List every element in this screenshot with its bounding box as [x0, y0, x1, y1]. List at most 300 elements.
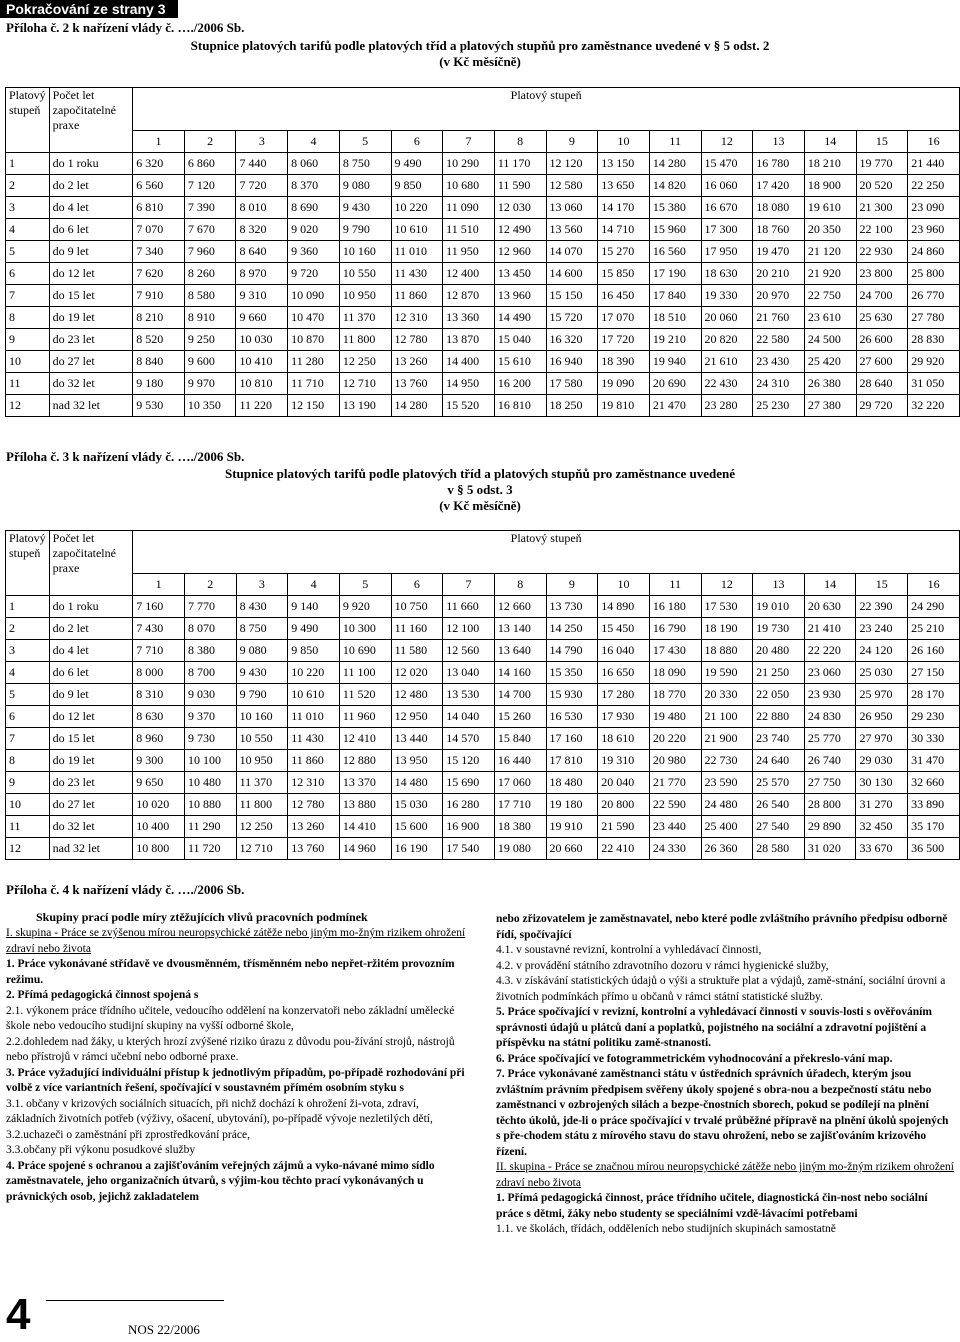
salary-cell: 29 230	[908, 706, 960, 728]
salary-cell: 9 660	[236, 307, 288, 329]
salary-cell: 8 370	[288, 175, 340, 197]
salary-cell: 22 100	[856, 219, 908, 241]
salary-cell: 14 070	[546, 241, 598, 263]
header-pocet-line: započitatelné	[52, 103, 116, 117]
salary-cell: 16 560	[649, 241, 701, 263]
annex4-paragraph: 2.2.dohledem nad žáky, u kterých hrozí zvýšené riziko úrazu z důvodu pou-žívání strojů, nástrojů nebo přístrojů v rámci učební nebo odborné praxe.	[6, 1035, 455, 1063]
salary-cell: 19 010	[753, 596, 805, 618]
row-praxe-cell: do 1 roku	[49, 153, 133, 175]
salary-cell: 18 210	[804, 153, 856, 175]
salary-cell: 31 470	[908, 750, 960, 772]
salary-cell: 8 580	[184, 285, 236, 307]
salary-cell: 8 960	[133, 728, 185, 750]
salary-cell: 9 430	[236, 662, 288, 684]
salary-cell: 11 430	[288, 728, 340, 750]
salary-cell: 15 030	[391, 794, 443, 816]
salary-cell: 7 910	[133, 285, 185, 307]
salary-cell: 15 470	[701, 153, 753, 175]
salary-cell: 22 250	[908, 175, 960, 197]
salary-cell: 36 500	[908, 838, 960, 860]
annex4-paragraph: I. skupina - Práce se zvýšenou mírou neuropsychické zátěže nebo jiným mo-žným rizikem ohrožení zdraví nebo života	[6, 927, 466, 955]
class-number-cell: 12	[701, 131, 753, 153]
salary-cell: 10 470	[288, 307, 340, 329]
continuation-banner: Pokračování ze strany 3	[0, 0, 178, 18]
salary-cell: 8 260	[184, 263, 236, 285]
salary-cell: 14 570	[443, 728, 495, 750]
salary-cell: 11 520	[339, 684, 391, 706]
header-pocet-line: Počet let	[52, 531, 95, 545]
annex2-heading: Příloha č. 2 k nařízení vlády č. …./2006 Sb.	[6, 20, 245, 35]
salary-cell: 11 660	[443, 596, 495, 618]
annex3-heading: Příloha č. 3 k nařízení vlády č. …./2006 Sb.	[6, 449, 245, 464]
salary-cell: 11 720	[184, 838, 236, 860]
annex4-paragraph: 4. Práce spojené s ochranou a zajišťováním veřejných zájmů a vyko-návané mimo sídlo zaměstnavatele, jeho organizačních útvarů, s výjim-kou těchto prací vykonávaných u právnických osob, jejichž zakladatelem	[6, 1159, 435, 1203]
annex4-paragraph: 2.1. výkonem práce třídního učitele, vedoucího oddělení na konzervatoři nebo základní umělecké škole nebo vedoucího studijní skupiny na vyšší odborné škole,	[6, 1004, 455, 1032]
header-pocet-line: Počet let	[52, 88, 95, 102]
salary-cell: 21 300	[856, 197, 908, 219]
salary-cell: 8 690	[288, 197, 340, 219]
salary-cell: 22 730	[701, 750, 753, 772]
table-row	[6, 351, 960, 373]
salary-cell: 8 060	[288, 153, 340, 175]
header-numbers-row	[6, 131, 960, 153]
salary-cell: 26 950	[856, 706, 908, 728]
salary-cell: 13 440	[391, 728, 443, 750]
salary-cell: 16 440	[494, 750, 546, 772]
row-stupen-cell: 3	[6, 197, 50, 219]
row-praxe-cell: do 1 roku	[49, 596, 133, 618]
salary-cell: 25 570	[753, 772, 805, 794]
salary-cell: 10 880	[184, 794, 236, 816]
row-stupen-cell: 10	[6, 794, 50, 816]
salary-cell: 6 320	[133, 153, 185, 175]
salary-cell: 21 610	[701, 351, 753, 373]
salary-cell: 15 600	[391, 816, 443, 838]
salary-cell: 12 560	[443, 640, 495, 662]
salary-cell: 16 530	[546, 706, 598, 728]
annex4-paragraph: 3.3.občany při výkonu posudkové služby	[6, 1144, 196, 1156]
annex4-paragraph: 2. Přímá pedagogická činnost spojená s	[6, 989, 199, 1001]
class-number-cell: 10	[598, 131, 650, 153]
salary-cell: 11 430	[391, 263, 443, 285]
row-stupen-cell: 6	[6, 706, 50, 728]
salary-cell: 14 170	[598, 197, 650, 219]
salary-cell: 15 150	[546, 285, 598, 307]
salary-cell: 12 710	[339, 373, 391, 395]
salary-cell: 10 400	[133, 816, 185, 838]
salary-cell: 17 950	[701, 241, 753, 263]
salary-cell: 17 430	[649, 640, 701, 662]
class-number-cell: 2	[184, 131, 236, 153]
salary-cell: 26 600	[856, 329, 908, 351]
salary-cell: 9 850	[391, 175, 443, 197]
salary-cell: 7 340	[133, 241, 185, 263]
salary-cell: 18 080	[753, 197, 805, 219]
salary-cell: 11 580	[391, 640, 443, 662]
class-number-cell: 5	[339, 574, 391, 596]
annex4-paragraph: 1. Přímá pedagogická činnost, práce třídního učitele, diagnostická čin-nost nebo sociální práce s dětmi, žáky nebo studenty se speciálními vzdě-lávacími potřebami	[496, 1192, 928, 1220]
salary-cell: 15 610	[494, 351, 546, 373]
salary-cell: 15 960	[649, 219, 701, 241]
salary-cell: 14 480	[391, 772, 443, 794]
class-number-cell: 14	[804, 574, 856, 596]
salary-cell: 27 540	[753, 816, 805, 838]
row-praxe-cell: do 4 let	[49, 640, 133, 662]
annex4-left-column	[6, 926, 468, 1205]
salary-cell: 17 160	[546, 728, 598, 750]
salary-cell: 21 120	[804, 241, 856, 263]
salary-cell: 20 480	[753, 640, 805, 662]
salary-cell: 19 940	[649, 351, 701, 373]
salary-cell: 10 610	[288, 684, 340, 706]
table-row	[6, 618, 960, 640]
salary-cell: 27 150	[908, 662, 960, 684]
salary-cell: 9 530	[133, 395, 185, 417]
salary-cell: 13 950	[391, 750, 443, 772]
salary-cell: 9 020	[288, 219, 340, 241]
salary-cell: 20 820	[701, 329, 753, 351]
salary-cell: 22 590	[649, 794, 701, 816]
salary-cell: 10 950	[339, 285, 391, 307]
salary-cell: 9 600	[184, 351, 236, 373]
row-stupen-cell: 5	[6, 684, 50, 706]
footer-rule	[46, 1300, 224, 1301]
salary-cell: 10 300	[339, 618, 391, 640]
salary-cell: 14 490	[494, 307, 546, 329]
row-stupen-cell: 4	[6, 219, 50, 241]
salary-cell: 15 450	[598, 618, 650, 640]
salary-cell: 35 170	[908, 816, 960, 838]
table-row	[6, 684, 960, 706]
salary-cell: 8 970	[236, 263, 288, 285]
row-praxe-cell: do 4 let	[49, 197, 133, 219]
annex4-paragraph: 1.1. ve školách, třídách, odděleních nebo studijních skupinách samostatně	[496, 1223, 836, 1235]
salary-cell: 22 430	[701, 373, 753, 395]
salary-cell: 20 660	[546, 838, 598, 860]
salary-cell: 10 550	[236, 728, 288, 750]
row-praxe-cell: nad 32 let	[49, 838, 133, 860]
table-row	[6, 153, 960, 175]
salary-cell: 8 840	[133, 351, 185, 373]
salary-cell: 29 030	[856, 750, 908, 772]
row-praxe-cell: do 2 let	[49, 618, 133, 640]
annex4-paragraph: 5. Práce spočívající v revizní, kontrolní a vyhledávací činnosti v souvis-losti s ověřováním správnosti údajů u plátců daní a poplatků, pojistného na sociální a zdravotní pojištění a příspěvku na státní politiku zamě-stnanosti.	[496, 1006, 932, 1049]
class-number-cell: 9	[546, 574, 598, 596]
row-praxe-cell: do 12 let	[49, 706, 133, 728]
salary-cell: 12 120	[546, 153, 598, 175]
salary-cell: 14 040	[443, 706, 495, 728]
table-row	[6, 640, 960, 662]
annex2-unit: (v Kč měsíčně)	[439, 54, 521, 69]
salary-cell: 20 220	[649, 728, 701, 750]
salary-cell: 19 910	[546, 816, 598, 838]
row-praxe-cell: do 32 let	[49, 373, 133, 395]
salary-cell: 17 060	[494, 772, 546, 794]
row-stupen-cell: 7	[6, 728, 50, 750]
row-stupen-cell: 4	[6, 662, 50, 684]
class-number-cell: 13	[753, 131, 805, 153]
salary-cell: 21 920	[804, 263, 856, 285]
salary-cell: 23 060	[804, 662, 856, 684]
salary-cell: 13 360	[443, 307, 495, 329]
salary-cell: 9 650	[133, 772, 185, 794]
salary-cell: 18 760	[753, 219, 805, 241]
salary-cell: 23 440	[649, 816, 701, 838]
salary-cell: 7 440	[236, 153, 288, 175]
salary-cell: 8 000	[133, 662, 185, 684]
salary-cell: 11 280	[288, 351, 340, 373]
salary-cell: 12 020	[391, 662, 443, 684]
salary-cell: 9 140	[288, 596, 340, 618]
salary-cell: 20 690	[649, 373, 701, 395]
salary-cell: 11 800	[339, 329, 391, 351]
salary-cell: 10 800	[133, 838, 185, 860]
salary-cell: 23 430	[753, 351, 805, 373]
salary-cell: 9 790	[339, 219, 391, 241]
salary-cell: 8 320	[236, 219, 288, 241]
salary-cell: 22 580	[753, 329, 805, 351]
table-row	[6, 175, 960, 197]
salary-cell: 14 280	[649, 153, 701, 175]
salary-cell: 9 310	[236, 285, 288, 307]
salary-cell: 14 700	[494, 684, 546, 706]
salary-cell: 14 600	[546, 263, 598, 285]
salary-cell: 26 160	[908, 640, 960, 662]
salary-cell: 7 770	[184, 596, 236, 618]
header-trida: Platový stupeň	[133, 88, 960, 131]
salary-cell: 17 300	[701, 219, 753, 241]
salary-cell: 9 730	[184, 728, 236, 750]
salary-cell: 20 800	[598, 794, 650, 816]
salary-cell: 14 160	[494, 662, 546, 684]
salary-cell: 23 590	[701, 772, 753, 794]
salary-cell: 26 360	[701, 838, 753, 860]
salary-cell: 19 210	[649, 329, 701, 351]
salary-cell: 8 640	[236, 241, 288, 263]
salary-cell: 12 400	[443, 263, 495, 285]
salary-cell: 13 260	[391, 351, 443, 373]
salary-cell: 13 150	[598, 153, 650, 175]
salary-cell: 18 770	[649, 684, 701, 706]
salary-cell: 10 410	[236, 351, 288, 373]
salary-cell: 25 210	[908, 618, 960, 640]
salary-cell: 9 790	[236, 684, 288, 706]
salary-cell: 15 840	[494, 728, 546, 750]
salary-cell: 13 040	[443, 662, 495, 684]
salary-cell: 11 090	[443, 197, 495, 219]
row-stupen-cell: 10	[6, 351, 50, 373]
salary-cell: 11 290	[184, 816, 236, 838]
class-number-cell: 4	[288, 574, 340, 596]
salary-cell: 8 310	[133, 684, 185, 706]
header-stupen-line: Platový	[9, 88, 46, 102]
salary-cell: 31 020	[804, 838, 856, 860]
header-trida: Platový stupeň	[133, 531, 960, 574]
salary-cell: 11 860	[391, 285, 443, 307]
salary-cell: 24 830	[804, 706, 856, 728]
salary-cell: 23 090	[908, 197, 960, 219]
salary-cell: 10 480	[184, 772, 236, 794]
salary-cell: 10 030	[236, 329, 288, 351]
salary-cell: 12 710	[236, 838, 288, 860]
salary-cell: 13 760	[391, 373, 443, 395]
salary-cell: 15 690	[443, 772, 495, 794]
salary-cell: 13 450	[494, 263, 546, 285]
salary-cell: 7 070	[133, 219, 185, 241]
salary-cell: 21 250	[753, 662, 805, 684]
salary-cell: 7 160	[133, 596, 185, 618]
annex4-right-column	[496, 912, 954, 1238]
salary-cell: 20 970	[753, 285, 805, 307]
salary-cell: 9 080	[339, 175, 391, 197]
class-number-cell: 16	[908, 131, 960, 153]
salary-cell: 6 560	[133, 175, 185, 197]
issue-label: NOS 22/2006	[128, 1322, 200, 1337]
salary-cell: 9 360	[288, 241, 340, 263]
row-stupen-cell: 12	[6, 395, 50, 417]
header-stupen-line: Platový	[9, 531, 46, 545]
salary-cell: 20 520	[856, 175, 908, 197]
salary-cell: 17 710	[494, 794, 546, 816]
table-row	[6, 816, 960, 838]
annex4-paragraph: 3.2.uchazeči o zaměstnání při zprostředkování práce,	[6, 1128, 250, 1141]
salary-cell: 23 930	[804, 684, 856, 706]
salary-cell: 17 420	[753, 175, 805, 197]
salary-cell: 16 780	[753, 153, 805, 175]
salary-cell: 17 810	[546, 750, 598, 772]
salary-cell: 24 860	[908, 241, 960, 263]
class-number-cell: 6	[391, 574, 443, 596]
salary-cell: 25 030	[856, 662, 908, 684]
table-row	[6, 395, 960, 417]
salary-cell: 13 760	[288, 838, 340, 860]
class-number-cell: 11	[649, 131, 701, 153]
salary-cell: 8 430	[236, 596, 288, 618]
salary-cell: 10 550	[339, 263, 391, 285]
salary-cell: 22 930	[856, 241, 908, 263]
salary-cell: 8 210	[133, 307, 185, 329]
annex4-paragraph: 4.2. v provádění státního zdravotního dozoru v rámci hygienické služby,	[496, 959, 829, 972]
salary-cell: 29 720	[856, 395, 908, 417]
salary-cell: 26 540	[753, 794, 805, 816]
salary-cell: 15 040	[494, 329, 546, 351]
salary-cell: 20 040	[598, 772, 650, 794]
annex2-salary-table	[5, 87, 960, 417]
annex4-paragraph: 6. Práce spočívající ve fotogrammetrickém vyhodnocování a překreslo-vání map.	[496, 1052, 893, 1065]
salary-cell: 11 170	[494, 153, 546, 175]
class-number-cell: 1	[133, 131, 185, 153]
salary-cell: 16 790	[649, 618, 701, 640]
salary-cell: 21 100	[701, 706, 753, 728]
salary-cell: 33 670	[856, 838, 908, 860]
salary-cell: 14 790	[546, 640, 598, 662]
salary-cell: 12 960	[494, 241, 546, 263]
salary-cell: 16 190	[391, 838, 443, 860]
salary-cell: 16 060	[701, 175, 753, 197]
salary-cell: 16 280	[443, 794, 495, 816]
salary-cell: 19 310	[598, 750, 650, 772]
salary-cell: 27 600	[856, 351, 908, 373]
salary-cell: 31 270	[856, 794, 908, 816]
salary-cell: 16 450	[598, 285, 650, 307]
salary-cell: 7 670	[184, 219, 236, 241]
salary-cell: 33 890	[908, 794, 960, 816]
salary-cell: 25 970	[856, 684, 908, 706]
salary-cell: 29 890	[804, 816, 856, 838]
salary-cell: 12 780	[391, 329, 443, 351]
salary-cell: 19 470	[753, 241, 805, 263]
header-pocet-line: praxe	[52, 118, 80, 132]
row-praxe-cell: do 27 let	[49, 794, 133, 816]
salary-cell: 13 190	[339, 395, 391, 417]
salary-cell: 17 840	[649, 285, 701, 307]
class-number-cell: 13	[753, 574, 805, 596]
table-row	[6, 706, 960, 728]
table-row	[6, 750, 960, 772]
row-stupen-cell: 5	[6, 241, 50, 263]
salary-cell: 19 590	[701, 662, 753, 684]
salary-cell: 21 440	[908, 153, 960, 175]
salary-cell: 28 170	[908, 684, 960, 706]
class-number-cell: 12	[701, 574, 753, 596]
salary-cell: 20 630	[804, 596, 856, 618]
row-stupen-cell: 11	[6, 373, 50, 395]
class-number-cell: 7	[443, 574, 495, 596]
salary-cell: 13 140	[494, 618, 546, 640]
salary-cell: 10 160	[236, 706, 288, 728]
row-praxe-cell: do 27 let	[49, 351, 133, 373]
salary-cell: 8 630	[133, 706, 185, 728]
table-row	[6, 263, 960, 285]
salary-cell: 19 810	[598, 395, 650, 417]
salary-cell: 25 770	[804, 728, 856, 750]
salary-cell: 9 430	[339, 197, 391, 219]
annex4-title: Skupiny prací podle míry ztěžujících vlivů pracovních podmínek	[36, 910, 368, 924]
salary-cell: 22 220	[804, 640, 856, 662]
row-praxe-cell: do 32 let	[49, 816, 133, 838]
salary-cell: 12 490	[494, 219, 546, 241]
salary-cell: 18 630	[701, 263, 753, 285]
salary-cell: 10 100	[184, 750, 236, 772]
table-row	[6, 307, 960, 329]
salary-cell: 21 900	[701, 728, 753, 750]
row-stupen-cell: 1	[6, 596, 50, 618]
class-number-cell: 14	[804, 131, 856, 153]
salary-cell: 15 520	[443, 395, 495, 417]
salary-cell: 12 100	[443, 618, 495, 640]
header-pocet	[49, 531, 133, 596]
salary-cell: 31 050	[908, 373, 960, 395]
salary-cell: 32 220	[908, 395, 960, 417]
salary-cell: 15 380	[649, 197, 701, 219]
salary-cell: 12 870	[443, 285, 495, 307]
annex3-title-line1: Stupnice platových tarifů podle platových tříd a platových stupňů pro zaměstnance uvedené	[224, 466, 736, 481]
salary-cell: 27 970	[856, 728, 908, 750]
table-row	[6, 329, 960, 351]
salary-cell: 27 780	[908, 307, 960, 329]
table-row	[6, 241, 960, 263]
salary-cell: 30 130	[856, 772, 908, 794]
salary-cell: 28 580	[753, 838, 805, 860]
salary-cell: 7 390	[184, 197, 236, 219]
salary-cell: 7 710	[133, 640, 185, 662]
salary-cell: 17 930	[598, 706, 650, 728]
salary-cell: 19 610	[804, 197, 856, 219]
salary-cell: 24 640	[753, 750, 805, 772]
salary-cell: 29 920	[908, 351, 960, 373]
salary-cell: 28 830	[908, 329, 960, 351]
salary-cell: 28 640	[856, 373, 908, 395]
